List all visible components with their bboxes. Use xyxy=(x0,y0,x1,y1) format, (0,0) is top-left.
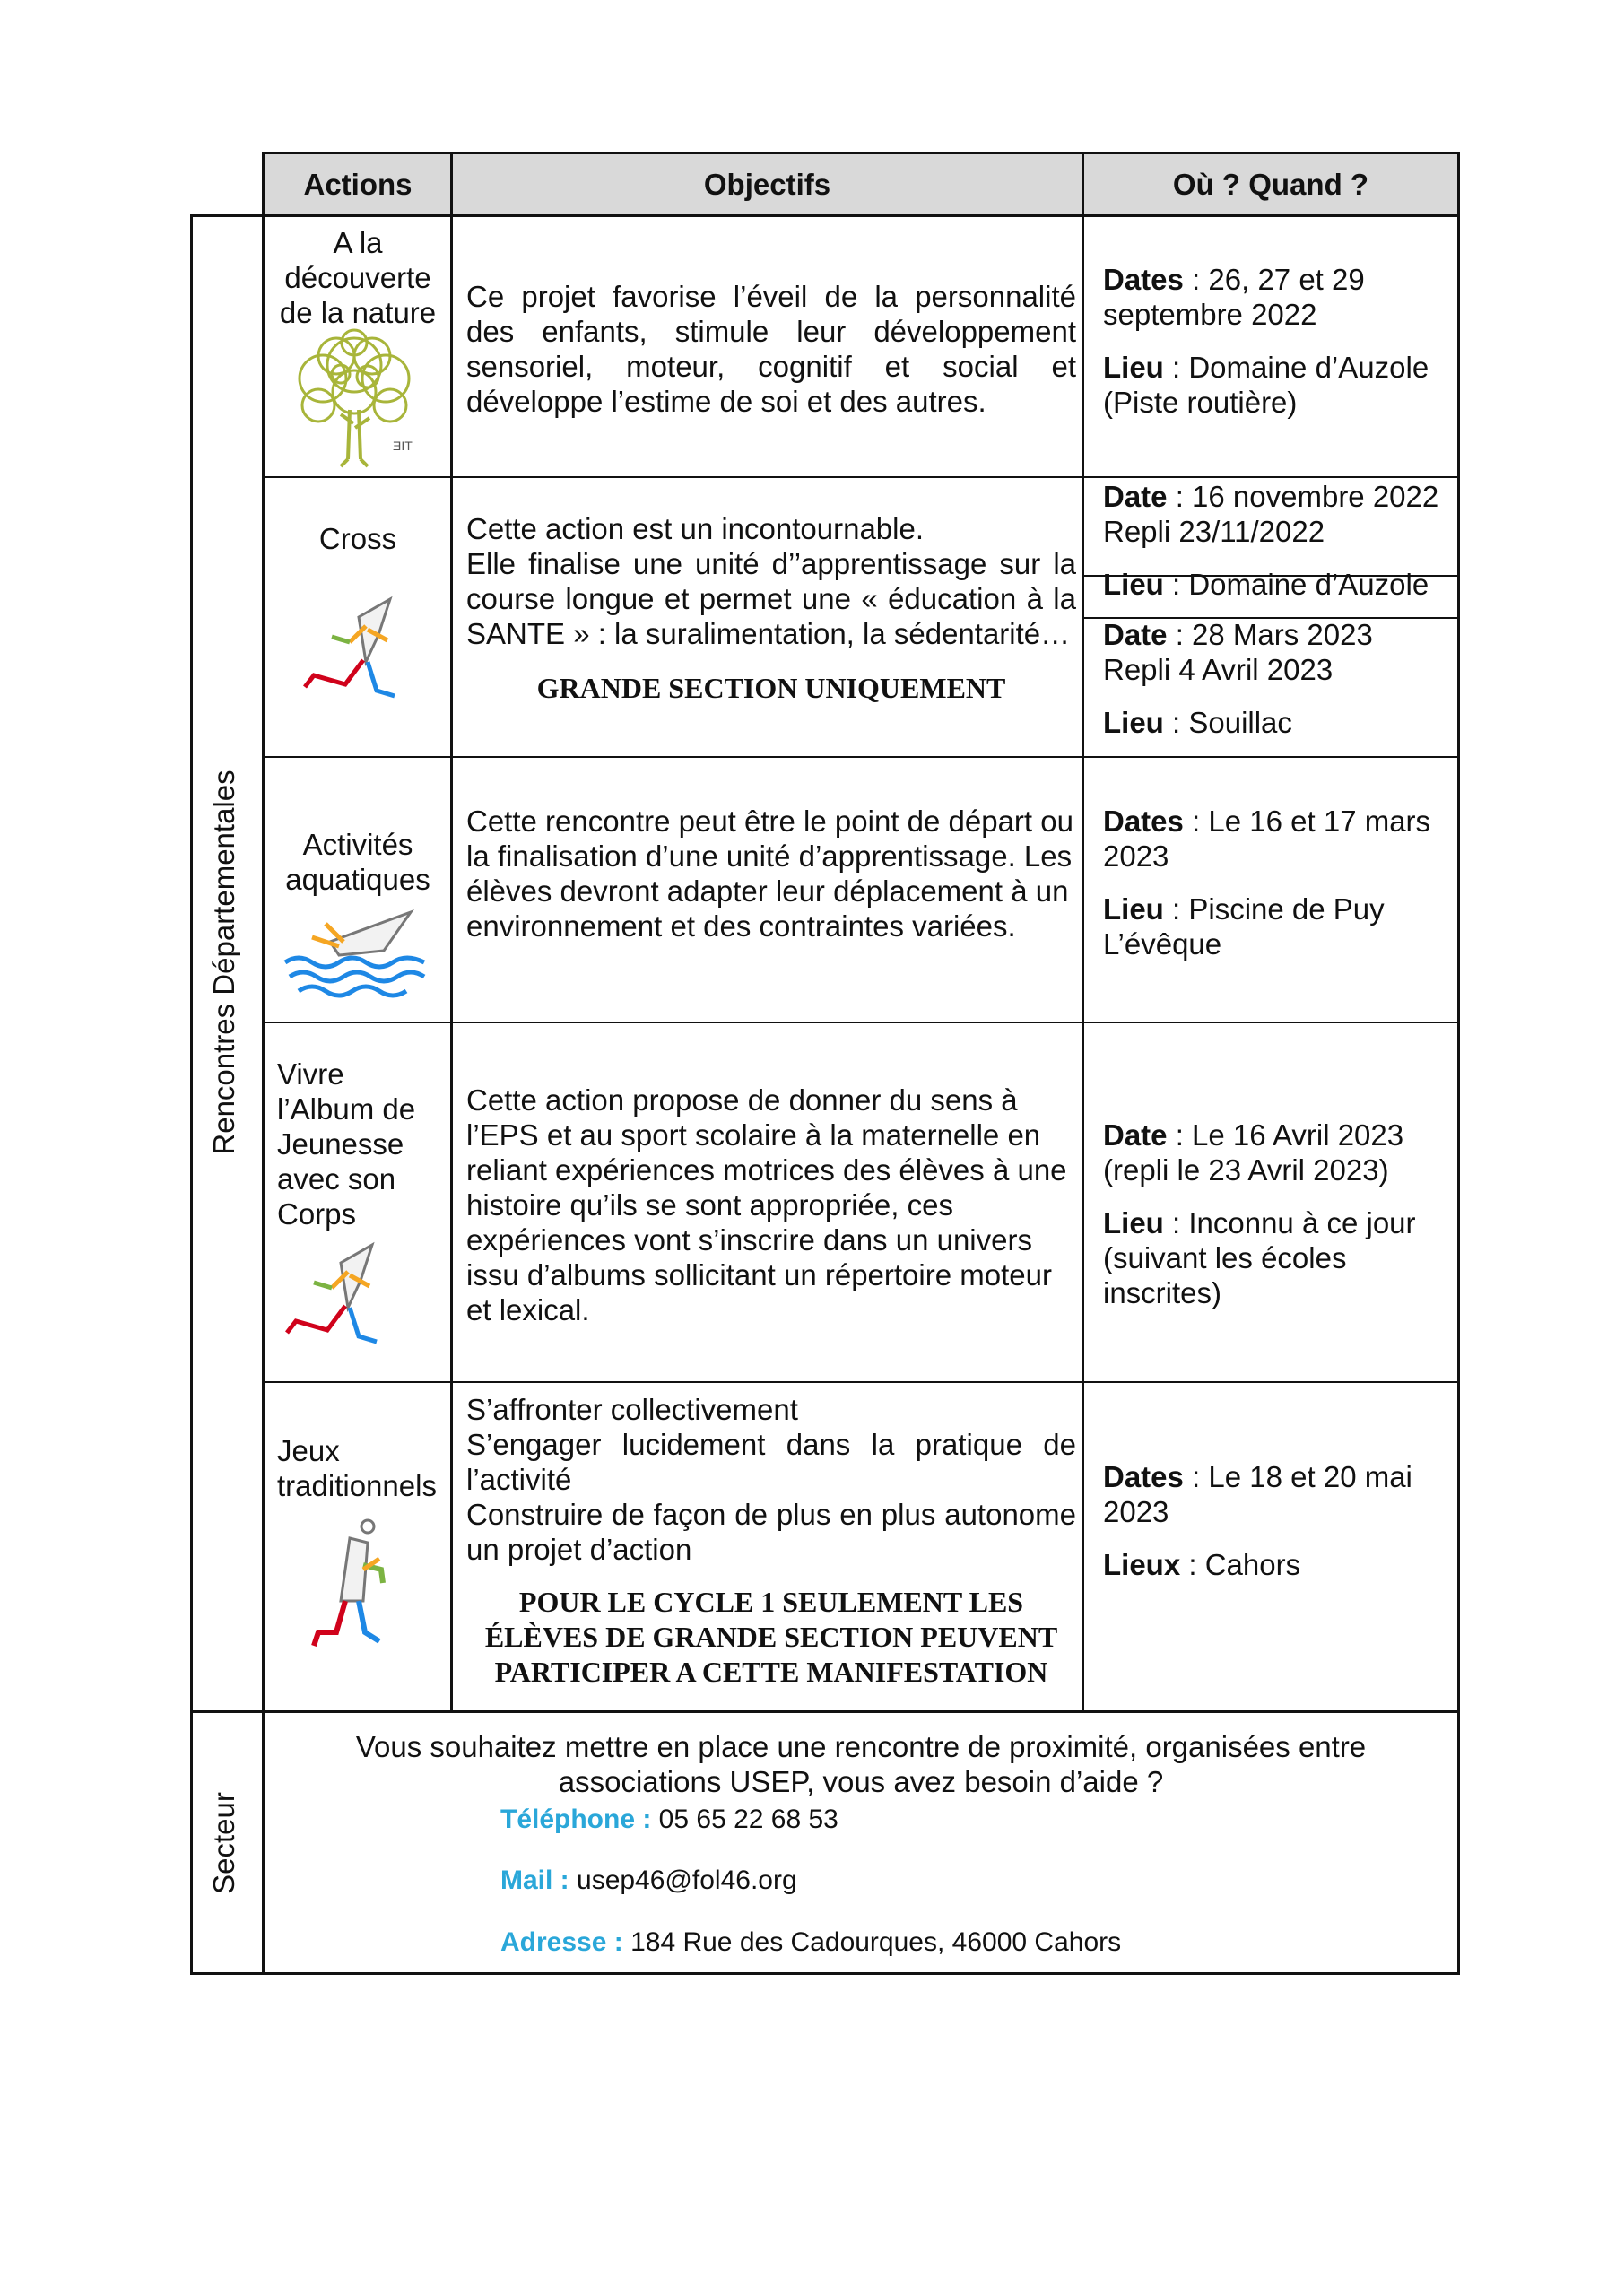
table-border-bottom xyxy=(190,1972,1460,1975)
side-label-secteur: Secteur xyxy=(207,1792,240,1894)
runner-icon xyxy=(296,590,413,707)
action-aquatiques: Activités aquatiques xyxy=(285,828,430,896)
header-ou-quand: Où ? Quand ? xyxy=(1172,168,1369,201)
section-divider xyxy=(190,1710,1460,1713)
header-actions: Actions xyxy=(303,168,413,201)
contact-mail[interactable]: Mail : usep46@fol46.org xyxy=(500,1866,797,1895)
table-border-left xyxy=(190,214,193,1975)
swimmer-icon xyxy=(276,901,433,1000)
when-aquatiques: Dates : Le 16 et 17 mars 2023 Lieu : Piscine de Puy L’évêque xyxy=(1103,804,1431,961)
player-icon xyxy=(300,1516,399,1659)
action-cross: Cross xyxy=(318,522,397,555)
objectif-aquatiques: Cette rencontre peut être le point de départ ou la finalisation d’une unité d’apprentissage. Les élèves devront adapter leur déplacement à un environnement et des contraintes variées. xyxy=(466,804,1073,943)
action-jeux: Jeux traditionnels xyxy=(277,1434,437,1502)
when-nature: Dates : 26, 27 et 29 septembre 2022 Lieu : Domaine d’Auzole (Piste routière) xyxy=(1103,263,1429,419)
action-album: Vivre l’Album de Jeunesse avec son Corps xyxy=(277,1057,416,1231)
row-divider-1 xyxy=(264,476,1460,478)
header-objectifs: Objectifs xyxy=(703,168,831,201)
when-album: Date : Le 16 Avril 2023 (repli le 23 Avril 2023) Lieu : Inconnu à ce jour (suivant les écoles inscrites) xyxy=(1103,1118,1416,1309)
contact-phone: Téléphone : 05 65 22 68 53 xyxy=(500,1805,838,1834)
table-border-right xyxy=(1457,152,1460,1975)
when-cross-b: Date : 28 Mars 2023 Repli 4 Avril 2023 Lieu : Souillac xyxy=(1103,618,1373,739)
tree-icon xyxy=(278,325,430,468)
column-divider-objectifs xyxy=(1082,152,1084,1713)
column-divider-label xyxy=(262,152,265,1975)
when-cross-a: Date : 16 novembre 2022 Repli 23/11/2022 Lieu : Domaine d’Auzole xyxy=(1103,480,1439,601)
objectif-album: Cette action propose de donner du sens à l’EPS et au sport scolaire à la maternelle en reliant expériences motrices des élèves à une histoire qu’ils se sont appropriée, ces expériences vont s’inscrire dans un univers issu d’albums sollicitant un répertoire moteur et lexical. xyxy=(466,1083,1067,1326)
row-divider-3 xyxy=(264,1022,1460,1023)
secteur-intro: Vous souhaitez mettre en place une rencontre de proximité, organisées entre associations USEP, vous avez besoin d’aide ? xyxy=(355,1730,1367,1798)
row-divider-2 xyxy=(264,756,1460,758)
contact-address: Adresse : 184 Rue des Cadourques, 46000 Cahors xyxy=(500,1927,1122,1957)
objectif-nature: Ce projet favorise l’éveil de la personnalité des enfants, stimule leur développement sensoriel, moteur, cognitif et social et développe l’estime de soi et des autres. xyxy=(466,280,1076,418)
row-divider-4 xyxy=(264,1381,1460,1383)
side-label-rencontres: Rencontres Départementales xyxy=(207,770,240,1155)
action-nature: A la découverte de la nature xyxy=(279,226,437,329)
objectif-jeux: S’affronter collectivement S’engager lucidement dans la pratique de l’activité Construire de façon de plus en plus autonome un projet d’action POUR LE CYCLE 1 SEULEMENT LES ÉLÈVES DE GRANDE SECTION PEUVENT PARTICIPER A CETTE MANIFESTATION xyxy=(466,1393,1076,1688)
runner-icon xyxy=(278,1236,395,1352)
objectif-cross: Cette action est un incontournable. Elle finalise une unité d’’apprentissage sur la course longue et permet une « éducation à la SANTE » : la suralimentation, la sédentarité… GRANDE SECTION UNIQUEMENT xyxy=(466,512,1076,704)
svg-text:ƎIT: ƎIT xyxy=(393,439,413,453)
when-jeux: Dates : Le 18 et 20 mai 2023 Lieux : Cahors xyxy=(1103,1460,1412,1581)
